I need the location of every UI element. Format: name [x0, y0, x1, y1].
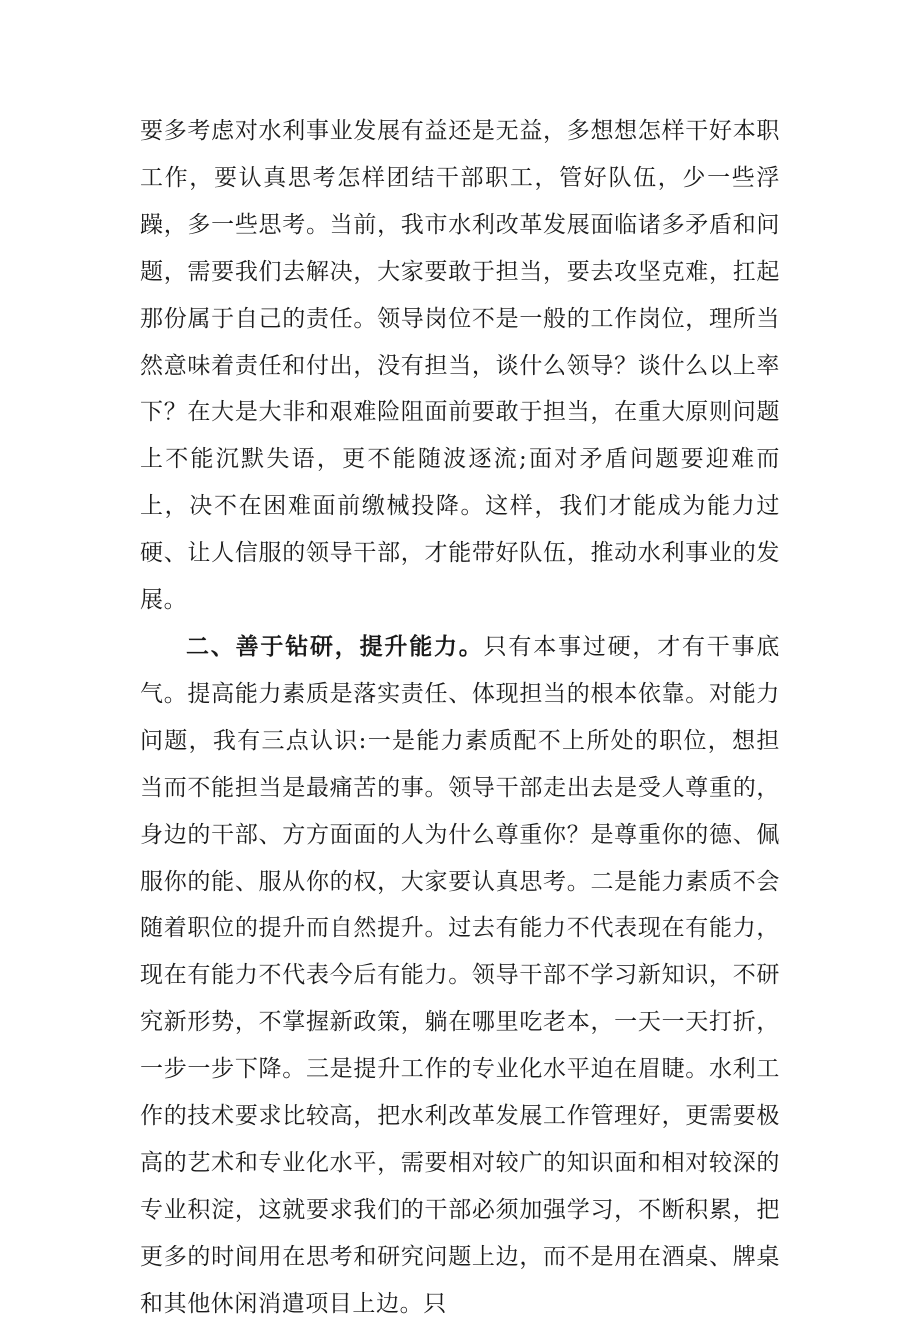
section-body-text: 只有本事过硬，才有干事底气。提高能力素质是落实责任、体现担当的根本依靠。对能力问题，我有三点认识:一是能力素质配不上所处的职位，想担当而不能担当是最痛苦的事。领导干部走出去是受人尊重的，身边的干部、方方面面的人为什么尊重你？是尊重你的德、佩服你的能、服从你的权，大家要认真思考。二是能力素质不会随着职位的提升而自然提升。过去有能力不代表现在有能力，现在有能力不代表今后有能力。领导干部不学习新知识，不研究新形势，不掌握新政策，躺在哪里吃老本，一天一天打折，一步一步下降。三是提升工作的专业化水平迫在眉睫。水利工作的技术要求比较高，把水利改革发展工作管理好，更需要极高的艺术和专业化水平，需要相对较广的知识面和相对较深的专业积淀，这就要求我们的干部必须加强学习，不断积累，把更多的时间用在思考和研究问题上边，而不是用在酒桌、牌桌和其他休闲消遣项目上边。只 — [140, 633, 781, 1317]
document-body — [140, 108, 780, 1328]
section-heading: 二、善于钻研，提升能力。 — [186, 632, 484, 660]
paragraph-section-two — [140, 624, 780, 1328]
paragraph-continuation: 要多考虑对水利事业发展有益还是无益，多想想怎样干好本职工作，要认真思考怎样团结干部职工，管好队伍，少一些浮躁，多一些思考。当前，我市水利改革发展面临诸多矛盾和问题，需要我们去解决，大家要敢于担当，要去攻坚克难，扛起那份属于自己的责任。领导岗位不是一般的工作岗位，理所当然意味着责任和付出，没有担当，谈什么领导？谈什么以上率下？在大是大非和艰难险阻面前要敢于担当，在重大原则问题上不能沉默失语，更不能随波逐流;面对矛盾问题要迎难而上，决不在困难面前缴械投降。这样，我们才能成为能力过硬、让人信服的领导干部，才能带好队伍，推动水利事业的发展。 — [140, 118, 780, 614]
